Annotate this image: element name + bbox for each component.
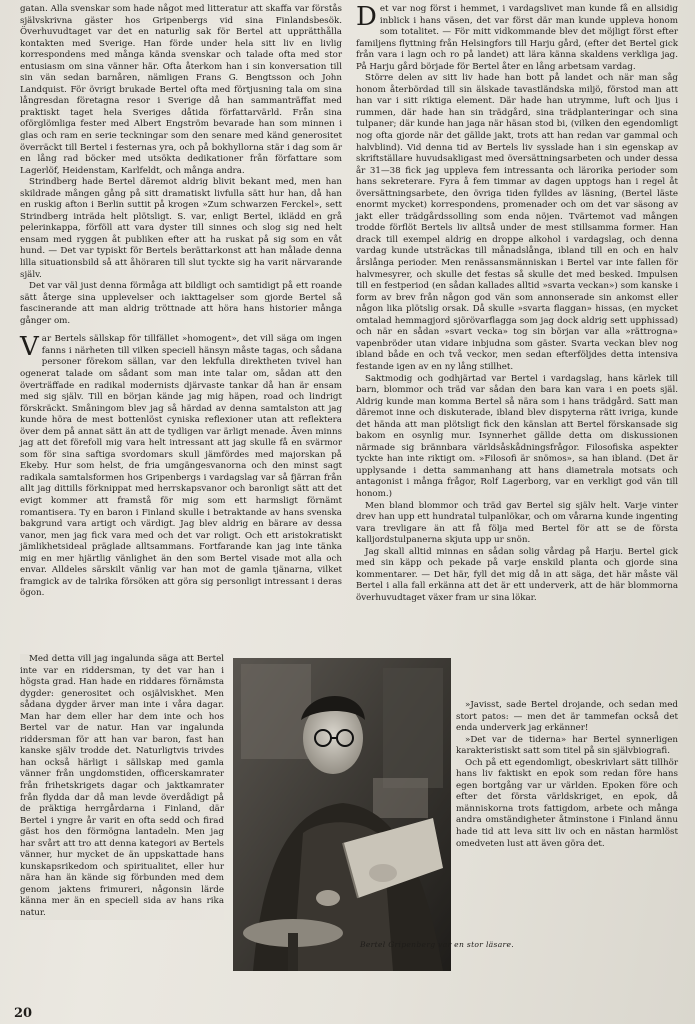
- page-number: 20: [14, 1006, 33, 1021]
- paragraph: »Det var de tiderna» har Bertel synnerligen karakteristiskt satt som titel på sin självbiografi.: [456, 734, 678, 757]
- paragraph: Jag skall alltid minnas en sådan solig vårdag på Harju. Bertel gick med sin käpp och pekade på varje enskild planta och gjorde sina kommentarer. — Det här, fyll det mig då in att säga, det här måste väl Bertel i alla fall erkänna att det är ett underverk, att de här blommorna överhuvudtaget växer fram ur sina lökar.: [356, 546, 678, 603]
- paragraph: »Javisst, sade Bertel drojande, och sedan med stort patos: — men det är tammefan också det enda underverk jag erkänner!: [456, 700, 678, 734]
- right-column: [356, 4, 678, 604]
- portrait-photo: [233, 658, 451, 971]
- paragraph: [20, 334, 342, 600]
- paragraph: Större delen av sitt liv hade han bott på landet och när man såg honom återbördad till sin älskade tavastländska miljö, förstod man att han var i sitt riktiga element. Där hade han utrymme, luft och ljus i rummen, där hade han sin trädgård, sina trädplanteringar och sina tulpaner; där kunde han jaga när häsan stod bi, (vilken den egendomligt nog ofta gjorde när det gällde jakt, trots att han redan var gammal och halvblind). Vid denna tid av Bertels liv sysslade han i sin egenskap av skriftställare huvudsakligast med översättningsarbeten och under dessa år 31—38 fick jag uppleva fem intressanta och lärorika perioder som hans sekreterare. Fyra å fem timmar av dagen upptogs han i regel åt översättningsarbete, den övriga tiden fylldes av läsning, (Bertel läste enormt mycket) korrespondens, promenader och om det var säsong av jakt eller trädgårdssolling som enda nöjen. Tvärtemot vad mången trodde förflöt Bertels liv alltså under de mest stillsamma former. Han drack till exempel aldrig en droppe alkohol i vardagslag, och denna vardag kunde utsträckas till månadslånga, ibland till en och en halv årslånga perioder. Men renässansmänniskan i Bertel var inte fallen för halvmesyrer, och skulle det festas så skulle det med besked. Impulsen till en festperiod (en sådan kallades alltid »svarta veckan») som kanske i form av brev från någon god vän som annonserade sin ankomst eller någon lika plötslig orsak. Då skulle »svarta flaggan» hissas, (en mycket omtalad hemmagjord sjörövarflagga som jag dock aldrig sett upphissad) och när en sådan »svart vecka» tog sin början var alla »rättrogna» vapenbröder utan vidare inbjudna som gäster. Svarta veckan blev nog ibland både en och två veckor, men sedan efterföljdes detta intensiva festande igen av en ny lång stillhet.: [356, 73, 678, 372]
- paragraph-text: et var nog först i hemmet, i vardagslivet man kunde få en allsidig inblick i hans väsen, det var först där man kunde uppleva honom som totalitet. — För mitt vidkommande blev det möjligt först efter familjens flyttning från Helsingfors till Harju gård, (efter det Bertel gick från vara i lagn och ro på landet) att lära känna skaldens verkliga jag. På Harju gård började för Bertel åter en lång arbetsam vardag.: [356, 4, 678, 72]
- paragraph: gatan. Alla svenskar som hade något med litteratur att skaffa var förstås självskrivna gäster hos Gripenbergs vid sina Finlandsbesök. Överhuvudtaget var det en naturlig sak för Bertel att upprätthålla kontakten med Sverige. Han förde under hela sitt liv en livlig korrespondens med många kända svenskar och talade ofta med stor entusiasm om sina vänner här. Ofta återkom han i sin konversation till sin vän sedan barnåren, nämligen Frans G. Bengtsson och John Landquist. För övrigt brukade Bertel ofta med förtjusning tala om sina långresdan företagna resor i Sverige då han sammanträffat med praktiskt taget hela Sveriges dåtida författarvärld. Från sina oförglömliga fester med Albert Engström bevarade han som minnen i glas och ram en serie teckningar som den senare med känd generositet överräckt till Bertel i festernas yra, och på bokhyllorna stär i dag som är en lång rad böcker med utsökta dedikationer från författare som Lagerlöf, Heidenstam, Karlfeldt, och många andra.: [20, 4, 342, 176]
- paragraph: Strindberg hade Bertel däremot aldrig blivit bekant med, men han skildrade mången gång på sitt dramatiskt livfulla sätt hur han, då han en ruskig afton i Berlin suttit på krogen »Zum schwarzen Ferckel», sett Strindberg inträda helt plötsligt. S. var, enligt Bertel, iklädd en grå pelerinkappa, förföll att vara dyster till sinnes och slog sig ned helt ensam med ryggen åt publiken efter att ha ruskat på sig som en våt hund. — Det var typiskt för Bertels berättarkonst att han målade denna lilla situationsbild så att åhöraren till slut tyckte sig ha varit närvarande själv.: [20, 177, 342, 280]
- paragraph: Med detta vill jag ingalunda säga att Bertel inte var en riddersman, ty det var han i högsta grad. Han hade en riddares förnämsta dygder: generositet och osjälviskhet. Men sådana dygder ärver man inte i våra dagar. Man har dem eller har dem inte och hos Bertel var de natur. Han var ingalunda riddersman för att han var baron, fast han kanske själv trodde det. Naturligtvis trivdes han också härligt i sällskap med gamla vänner från ungdomstiden, officerskamrater från frihetskrigets dagar och jaktkamrater från flydda dar då man levde överdådigt på de präktiga herrgårdarna i Finland, där Bertel i yngre år varit en ofta sedd och firad gäst hos den förmögna lantadeln. Men jag har svårt att tro att denna kategori av Bertels vänner, hur mycket de än uppskattade hans kunskapsrikedom och spiritualitet, eller hur nära han än kände sig förbunden med dem genom jaktens frimureri, någonsin lärde känna mer än en speciell sida av hans rika natur.: [20, 654, 224, 919]
- paragraph-text: ar Bertels sällskap för tillfället »homogent», det vill säga om ingen fanns i närheten till vilken speciell hänsyn måste tagas, och sådana personer förekom sällan, var den lekfulla direktheten tvivel han ogenerat talade om sådant som man inte talar om, sådan att den överträffade en radikal modernists djärvaste tankar då han är ensam med sig själv. Till en början kände jag mig häpen, road och lindrigt förskräckt. Småningom blev jag så härdad av denna samtalston att jag kunde höra de mest bottenlöst cyniska reflexioner utan att reflektera över dem på annat sätt än att de tydligen var ärligt menade. Även minns jag att det förefoll mig vara helt intressant att jag skulle få en svärmor som för sina saftiga svordomars skull jämfördes med majorskan på Ekeby. Hur som helst, de fria umgängesvanorna och den minst sagt radikala samtalsformen hos Gripenbergs i vardagslag var så fjärran från allt jag dittills förknippat med herrskapsvanor och baronligt sätt att det evigt kommer att framstå för mig som ett harmsligt förnämt romantisera. Ty en baron i Finland skulle i betraktande av hans svenska bakgrund vara artigt och värdigt. Jag blev aldrig en bärare av dessa vanor, men jag fick vara med och det var roligt. Och ett aristokratiskt jämlikhetsideal präglade alltsammans. Fortfarande kan jag inte tänka mig en mer hjärtlig vänlighet än den som Bertel visade mot alla och envar. Alldeles särskilt vänlig var han mot de gamla tjänarna, vilket framgick av de talrika försöken att göra sig personligt intressant i deras ögon.: [20, 334, 342, 599]
- photo-illustration: [233, 658, 451, 971]
- drop-cap: D: [356, 2, 377, 32]
- paragraph: Det var väl just denna förmåga att bildligt och samtidigt på ett roande sätt återge sina upplevelser och iakttagelser som gjorde Bertel så fascinerande att man aldrig tröttnade att höra hans historier många gånger om.: [20, 281, 342, 326]
- photo-caption: Bertel Gripenberg var en stor läsare.: [360, 940, 514, 949]
- paragraph: Och på ett egendomligt, obeskrivlart sätt tillhör hans liv faktiskt en epok som redan före hans egen bortgång var ur världen. Epoken före och efter det första världskriget, en epok, då människorna trots fattigdom, arbete och många andra omständigheter åtminstone i Finland ännu hade tid att leva sitt liv och en nästan harmlöst omedveten lust att även göra det.: [456, 757, 678, 849]
- right-narrow-column: [456, 700, 678, 850]
- left-column: [20, 4, 342, 600]
- paragraph: Saktmodig och godhjärtad var Bertel i vardagslag, hans kärlek till barn, blommor och träd var sådan den bara kan vara i en poets själ. Aldrig kunde man komma Bertel så nära som i hans trädgård. Satt man däremot inne och diskuterade, ibland blev dispyterna rätt ivriga, kunde det hända att man plötsligt fick den känslan att Bertel förskansade sig bakom en osynlig mur. Isynnerhet gällde detta om diskussionen närmade sig brännbara världsåskådningsfrågor. Filosofiska aspekter tyckte han inte riktigt om. »Filosofi är snömos», sa han ibland. (Det är upplysande i detta sammanhang att hans diametrala motsats och antagonist i många frågor, Rolf Lagerborg, var en verkligt god vän till honom.): [356, 373, 678, 499]
- paragraph: Men bland blommor och träd gav Bertel sig själv helt. Varje vinter drev han upp ett hundratal tulpanlökar, och om vårarna kunde ingenting vara trevligare än att få följa med Bertel för att se de första kalljordstulpanerna skjuta upp ur snön.: [356, 500, 678, 546]
- paragraph: [356, 4, 678, 73]
- drop-cap: V: [20, 332, 39, 363]
- left-narrow-column: [20, 654, 224, 920]
